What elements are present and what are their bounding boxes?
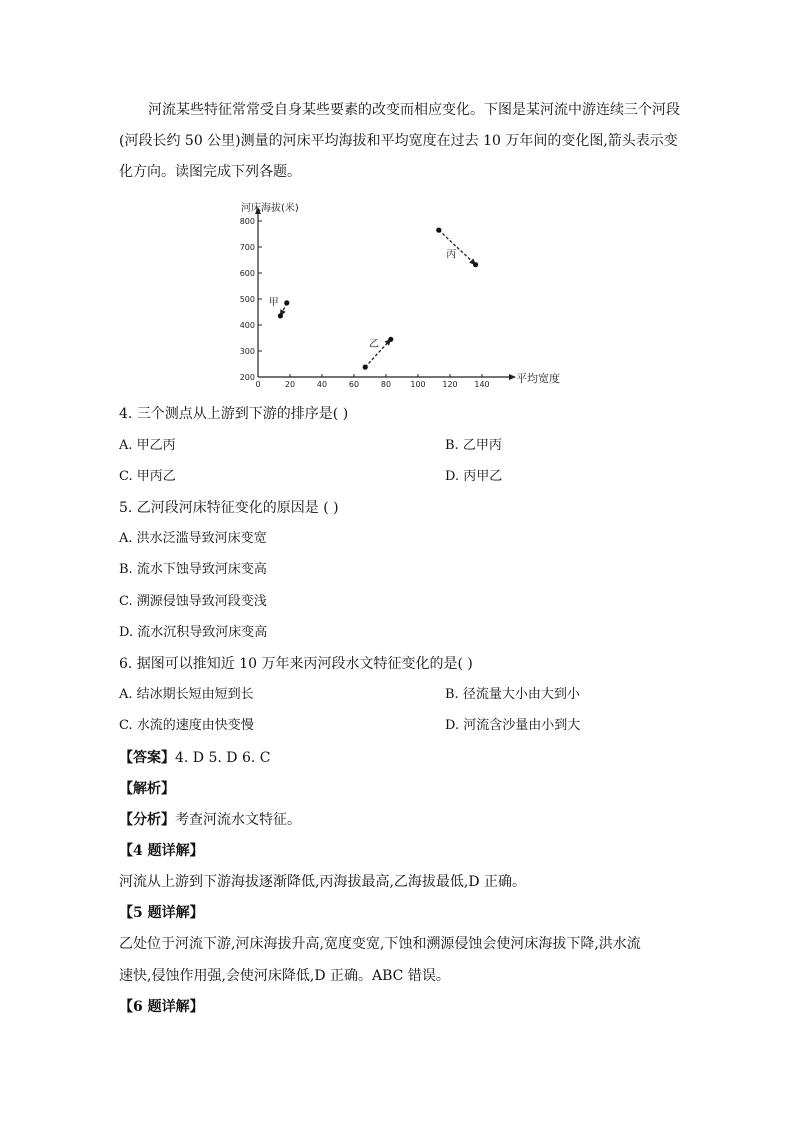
fenxi-line: [119, 810, 301, 830]
q4-detail-header: 【4 题详解】: [119, 843, 204, 859]
chart-axes: [240, 208, 515, 389]
x-tick-label: 140: [474, 380, 490, 389]
q5-stem: 5. 乙河段河床特征变化的原因是 ( ): [119, 500, 339, 516]
q5-option-c[interactable]: C. 溯源侵蚀导致河段变浅: [119, 594, 267, 609]
q5-detail-line-2: 速快,侵蚀作用强,会使河床降低,D 正确。ABC 错误。: [119, 968, 450, 984]
series-start-point-3: [436, 228, 441, 233]
y-tick-label: 300: [239, 347, 255, 356]
q6-option-d[interactable]: D. 河流含沙量由小到大: [445, 718, 581, 733]
q4-stem: 4. 三个测点从上游到下游的排序是( ): [119, 406, 349, 422]
x-tick-label: 0: [255, 380, 261, 389]
x-axis-label: 平均宽度: [516, 372, 560, 385]
q6-option-c[interactable]: C. 水流的速度由快变慢: [119, 718, 254, 733]
answer-line: [119, 748, 270, 768]
answer-text: 4. D 5. D 6. C: [175, 750, 271, 766]
q5-option-d[interactable]: D. 流水沉积导致河床变高: [119, 625, 268, 640]
chart-marks: [269, 228, 479, 370]
series-end-point-3: [473, 262, 478, 267]
intro-line-2: (河段长约 50 公里)测量的河床平均海拔和平均宽度在过去 10 万年间的变化图,箭头表示变: [119, 133, 678, 149]
q4-option-c[interactable]: C. 甲丙乙: [119, 469, 176, 484]
q4-option-d[interactable]: D. 丙甲乙: [445, 469, 503, 484]
q5-option-a[interactable]: A. 洪水泛滥导致河床变宽: [119, 531, 267, 546]
x-tick-label: 120: [442, 380, 458, 389]
intro-line-1: 河流某些特征常常受自身某些要素的改变而相应变化。下图是某河流中游连续三个河段: [148, 102, 680, 118]
series-label-1: 甲: [268, 297, 279, 309]
y-tick-label: 600: [239, 269, 255, 278]
q5-detail-line-1: 乙处位于河流下游,河床海拔升高,宽度变宽,下蚀和溯源侵蚀会使河床海拔下降,洪水流: [119, 936, 641, 952]
series-arrow-3: [439, 230, 476, 265]
y-tick-label: 400: [239, 321, 255, 330]
fenxi-text: 考查河流水文特征。: [175, 812, 301, 828]
x-tick-label: 40: [316, 380, 328, 389]
q6-detail-header: 【6 题详解】: [119, 999, 204, 1015]
x-tick-label: 100: [410, 380, 426, 389]
series-end-point-2: [388, 337, 393, 342]
q4-option-b[interactable]: B. 乙甲丙: [445, 438, 502, 453]
series-start-point-1: [284, 300, 289, 305]
fenxi-label: 【分析】: [119, 812, 175, 828]
q5-detail-header: 【5 题详解】: [119, 905, 204, 921]
series-end-point-1: [278, 313, 283, 318]
scatter-chart: [233, 196, 563, 390]
y-axis-label: 河床海拔(米): [241, 203, 299, 214]
q4-option-a[interactable]: A. 甲乙丙: [119, 438, 176, 453]
y-tick-label: 800: [239, 217, 255, 226]
series-label-2: 乙: [369, 339, 379, 351]
x-tick-label: 60: [348, 380, 360, 389]
q4-detail-text: 河流从上游到下游海拔逐渐降低,丙海拔最高,乙海拔最低,D 正确。: [119, 874, 527, 890]
series-label-3: 丙: [446, 249, 457, 261]
y-tick-label: 500: [239, 295, 255, 304]
q5-option-b[interactable]: B. 流水下蚀导致河床变高: [119, 562, 267, 577]
series-start-point-2: [363, 365, 368, 370]
analysis-header: 【解析】: [119, 781, 175, 797]
y-tick-label: 200: [239, 373, 255, 382]
answer-label: 【答案】: [119, 750, 175, 766]
q6-stem: 6. 据图可以推知近 10 万年来丙河段水文特征变化的是( ): [119, 656, 473, 672]
y-tick-label: 700: [239, 243, 255, 252]
x-tick-label: 20: [284, 380, 296, 389]
q6-option-b[interactable]: B. 径流量大小由大到小: [445, 687, 580, 702]
q6-option-a[interactable]: A. 结冰期长短由短到长: [119, 687, 254, 702]
x-tick-label: 80: [380, 380, 392, 389]
intro-line-3: 化方向。读图完成下列各题。: [119, 164, 301, 180]
